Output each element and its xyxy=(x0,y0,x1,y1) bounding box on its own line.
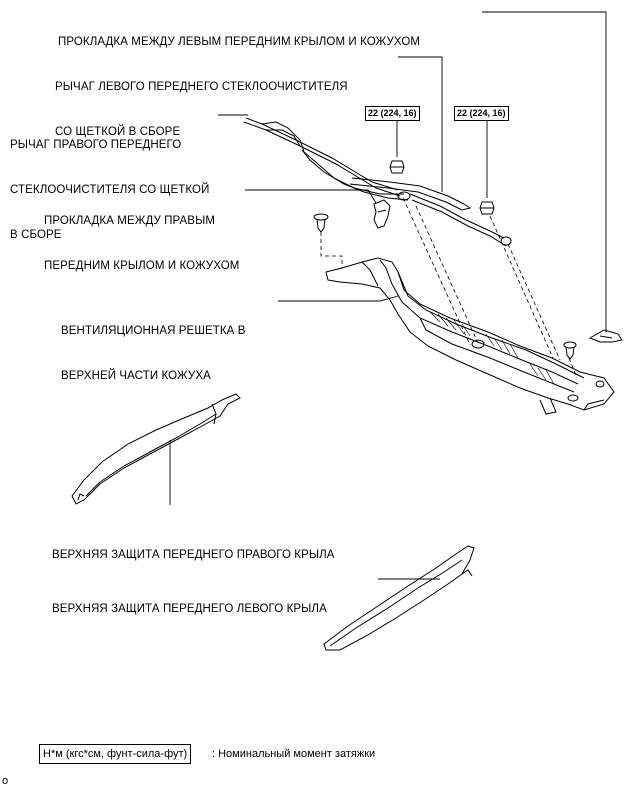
torque-spec-nut-1: 22 (224, 16) xyxy=(365,106,420,121)
footer-mark: o xyxy=(2,775,9,787)
label-left-wiper-arm: РЫЧАГ ЛЕВОГО ПЕРЕДНЕГО СТЕКЛООЧИСТИТЕЛЯ СО ЩЕТКОЙ В СБОРЕ xyxy=(55,81,348,138)
gasket-right-part xyxy=(374,200,390,228)
label-gasket-right-fender: ПРОКЛАДКА МЕЖДУ ПРАВЫМ ПЕРЕДНИМ КРЫЛОМ И КОЖУХОМ xyxy=(44,215,240,272)
torque-spec-nut-2: 22 (224, 16) xyxy=(454,106,509,121)
torque-legend-description: : Номинальный момент затяжки xyxy=(212,748,376,760)
left-fender-seal xyxy=(324,546,474,650)
right-fender-seal xyxy=(72,394,240,504)
label-right-wiper-arm: РЫЧАГ ПРАВОГО ПЕРЕДНЕГО СТЕКЛООЧИСТИТЕЛЯ СО ЩЕТКОЙ В СБОРЕ xyxy=(10,139,210,241)
label-right-fender-seal: ВЕРХНЯЯ ЗАЩИТА ПЕРЕДНЕГО ПРАВОГО КРЫЛА xyxy=(52,549,335,561)
assembly-dashed-lines xyxy=(321,198,577,378)
clips xyxy=(314,214,576,359)
torque-legend-units: Н*м (кгс*см, фунт-сила-фут) xyxy=(39,744,191,764)
label-cowl-grille: ВЕНТИЛЯЦИОННАЯ РЕШЕТКА В ВЕРХНЕЙ ЧАСТИ КОЖУХА xyxy=(61,325,246,382)
label-left-fender-seal: ВЕРХНЯЯ ЗАЩИТА ПЕРЕДНЕГО ЛЕВОГО КРЫЛА xyxy=(52,603,327,615)
cowl-grille xyxy=(326,258,614,414)
label-gasket-left-fender: ПРОКЛАДКА МЕЖДУ ЛЕВЫМ ПЕРЕДНИМ КРЫЛОМ И КОЖУХОМ xyxy=(58,36,421,48)
